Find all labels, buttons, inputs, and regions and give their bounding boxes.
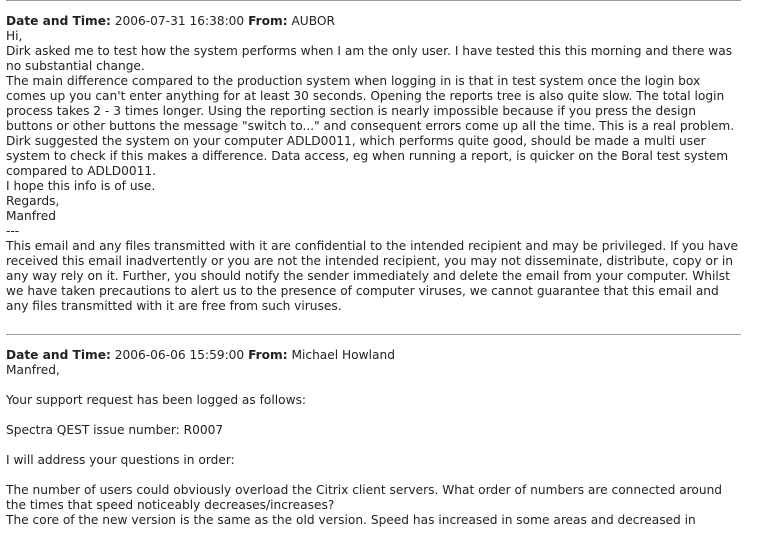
message-2 bbox=[6, 335, 741, 528]
body-line: Dirk suggested the system on your computer ADLD0011, which performs quite good, should be made a multi user system to check if this makes a difference. Data access, eg when running a report, is quicker on the Boral test system compared to ADLD0011. bbox=[6, 134, 729, 178]
body-line: Manfred bbox=[6, 209, 56, 223]
body-line: I hope this info is of use. bbox=[6, 179, 156, 193]
blank-line bbox=[6, 408, 741, 423]
message-sender: Michael Howland bbox=[291, 348, 395, 362]
disclaimer-text: This email and any files transmitted with it are confidential to the intended recipient and may be privileged. If you have received this email inadvertently or you are not the intended recipient, you may not disseminate, distribute, copy or in any way rely on it. Further, you should notify the sender immediately and delete the email from your computer. Whilst we have taken precautions to alert us to the presence of computer viruses, we cannot guarantee that this email and any files transmitted with it are free from such viruses. bbox=[6, 239, 739, 313]
body-line: Regards, bbox=[6, 194, 60, 208]
message-1 bbox=[6, 1, 741, 314]
message-datetime: 2006-06-06 15:59:00 bbox=[114, 348, 245, 362]
message-body bbox=[6, 363, 741, 528]
body-line: Hi, bbox=[6, 29, 23, 43]
blank-line bbox=[6, 438, 741, 453]
body-line: Dirk asked me to test how the system performs when I am the only user. I have tested this this morning and there was no substantial change. bbox=[6, 44, 733, 73]
message-sender: AUBOR bbox=[291, 14, 335, 28]
body-line: --- bbox=[6, 224, 20, 238]
blank-line bbox=[6, 468, 741, 483]
message-datetime: 2006-07-31 16:38:00 bbox=[114, 14, 245, 28]
body-line: The number of users could obviously overload the Citrix client servers. What order of numbers are connected around the times that speed noticeably decreases/increases? bbox=[6, 483, 723, 512]
message-header bbox=[6, 14, 741, 29]
body-line: The core of the new version is the same as the old version. Speed has increased in some areas and decreased in bbox=[6, 513, 696, 527]
date-time-label: Date and Time: bbox=[6, 348, 111, 362]
message-header bbox=[6, 348, 741, 363]
from-label: From: bbox=[248, 14, 288, 28]
body-line: The main difference compared to the production system when logging in is that in test system once the login box comes up you can't enter anything for at least 30 seconds. Opening the reports tree is also quite slow. The total login process takes 2 - 3 times longer. Using the reporting section is nearly impossible because if you press the design buttons or other buttons the message "switch to..." and consequent errors come up all the time. This is a real problem. bbox=[6, 74, 735, 133]
body-line: Your support request has been logged as follows: bbox=[6, 393, 307, 407]
from-label: From: bbox=[248, 348, 288, 362]
date-time-label: Date and Time: bbox=[6, 14, 111, 28]
body-line: Manfred, bbox=[6, 363, 60, 377]
message-body bbox=[6, 29, 741, 314]
body-line: I will address your questions in order: bbox=[6, 453, 235, 467]
blank-line bbox=[6, 378, 741, 393]
body-line: Spectra QEST issue number: R0007 bbox=[6, 423, 224, 437]
